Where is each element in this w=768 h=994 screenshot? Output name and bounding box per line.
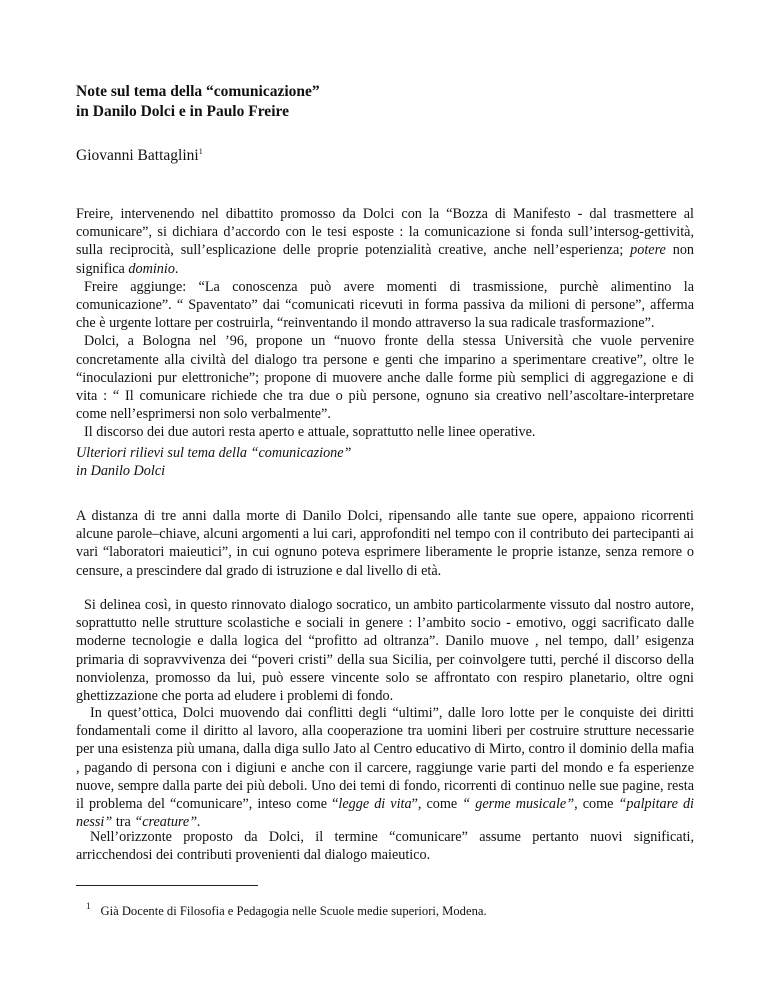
emphasis-palpitare-di-nessi: “palpitare di nessi”: [76, 796, 694, 831]
emphasis-potere: potere: [630, 242, 666, 259]
footnote-text: Già Docente di Filosofia e Pedagogia nelle Scuole medie superiori, Modena.: [100, 904, 487, 918]
paragraph-4: Il discorso dei due autori resta aperto e attuale, soprattutto nelle linee operative.: [84, 424, 536, 441]
section-heading: [76, 444, 676, 480]
footnote: [86, 898, 686, 919]
paragraph-5: A distanza di tre anni dalla morte di Danilo Dolci, ripensando alle tante sue opere, appaiono ricorrenti alcune parole–chiave, alcuni argomenti a lui cari, approfonditi nel tempo con il contributo dei partecipanti ai vari “laboratori maieutici”, in cui ognuno poteva esprimere liberamente le proprie istanze, senza remore o censure, a prescindere dal grado di istruzione e dal livello di età.: [76, 508, 694, 579]
paragraph-6-block: [76, 596, 694, 705]
footnote-mark: 1: [86, 901, 91, 911]
author-line: [76, 142, 203, 166]
emphasis-germe-musicale: “ germe musicale”: [462, 796, 575, 813]
title-line-2: in Danilo Dolci e in Paulo Freire: [76, 103, 289, 120]
paragraph-8-block: [76, 828, 694, 864]
body-block-1: [76, 205, 694, 442]
emphasis-creature: “creature”.: [134, 814, 201, 831]
paragraph-2: Freire aggiunge: “La conoscenza può avere momenti di trasmissione, purchè alimentino la comunicazione”. “ Spaventato” dai “comunicati ricevuti in forma passiva da milioni di persone”, afferma che è urgente lottare per costruirla, “reinventando il mondo attraverso la sua radicale trasformazione”.: [76, 278, 694, 332]
paragraph-5-block: [76, 507, 694, 580]
emphasis-dominio: dominio: [128, 260, 175, 277]
paragraph-8: Nell’orizzonte proposto da Dolci, il termine “comunicare” assume pertanto nuovi significati, arricchendosi dei contributi provenienti dal dialogo maieutico.: [76, 829, 694, 864]
author-name: Giovanni Battaglini: [76, 147, 199, 164]
paragraph-7: In quest’ottica, Dolci muovendo dai conflitti degli “ultimi”, dalle loro lotte per le conquiste dei diritti fondamentali come il diritto al lavoro, alla cooperazione tra uomini liberi per costruire strutture necessarie per una esistenza più umana, dalla diga sullo Jato al Centro educativo di Mirto, contro il dominio della mafia , pagando di persona con i digiuni e anche con il carcere, raggiunge varie parti del mondo e fa esperienze nuove, sempre dalla parte dei più deboli. Uno dei temi di fondo, ricorrenti di continuo nelle sue pagine, resta il problema del “comunicare”, inteso come “legge di vita”, come “ germe musicale”, come “palpitare di nessi” tra “creature”.: [76, 705, 694, 831]
section-heading-line-2: in Danilo Dolci: [76, 463, 166, 480]
document-title: [76, 82, 676, 122]
paragraph-7-block: [76, 704, 694, 831]
emphasis-legge-di-vita: legge di vita: [338, 796, 412, 813]
paragraph-3: Dolci, a Bologna nel ’96, propone un “nuovo fronte della stessa Università che vuole pervenire concretamente alla civiltà del dialogo tra persone e genti che imparino a sperimentare creative”, oltre le “inoculazioni pur elettroniche”; propone di muovere anche dalle forme più semplici di aggregazione e di vita : “ Il comunicare richiede che tra due o più persone, ognuno sia creativo nell’ascoltare-interpretare come nell’esprimersi non solo verbalmente”.: [76, 333, 694, 423]
section-heading-line-1: Ulteriori rilievi sul tema della “comunicazione”: [76, 445, 352, 461]
title-line-1: Note sul tema della “comunicazione”: [76, 83, 320, 100]
paragraph-6: Si delinea così, in questo rinnovato dialogo socratico, un ambito particolarmente vissuto dal nostro autore, soprattutto nelle strutture scolastiche e sociali in genere : l’ambito socio - emotivo, oggi sacrificato dalle moderne tecnologie e dalla logica del “profitto ad oltranza”. Danilo muove , nel tempo, dall’ esigenza primaria di sopravvivenza dei “poveri cristi” della sua Sicilia, per coinvolgere tutti, perché il discorso della nonviolenza, promosso da lui, può essere vincente solo se affrontato con respiro planetario, oltre ogni ghettizzazione che porta ad eludere i problemi di fondo.: [76, 597, 694, 705]
footnote-reference[interactable]: 1: [198, 147, 203, 156]
paragraph-1: Freire, intervenendo nel dibattito promosso da Dolci con la “Bozza di Manifesto - dal trasmettere al comunicare”, si dichiara d’accordo con le tesi esposte : la comunicazione si fonda sull’intersog-gettività, sulla reciprocità, sull’esplicazione delle proprie potenzialità creative, anche nell’esperienza; potere non significa dominio.: [76, 206, 695, 277]
footnote-separator: [76, 885, 258, 886]
